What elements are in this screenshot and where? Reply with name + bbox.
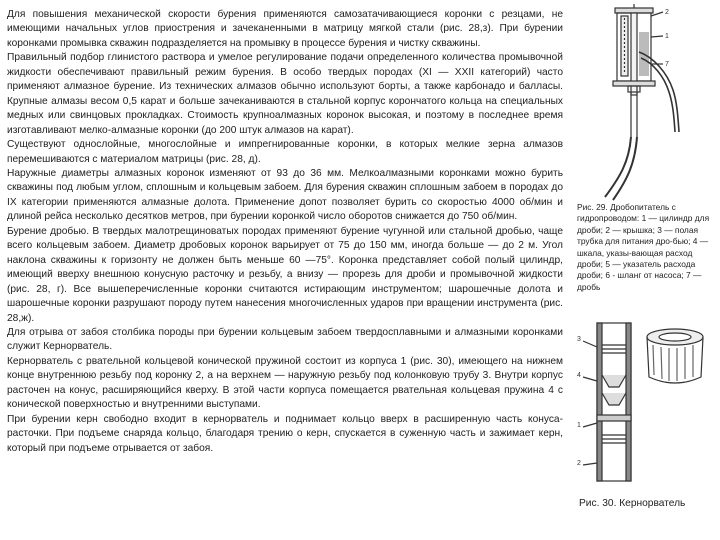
paragraph-self-sharpening-bits: Для повышения механической скорости бурения применяются самозатачивающиеся коронки с резцами, не имеющими начальных углов приострения и зачеканенными в матрицу мягкой стали (рис. 28,з). При бурении коронками промывка скважин подразделяется на промывку в процессе бурения и чистку скважины. [7, 9, 563, 49]
svg-text:2: 2 [577, 460, 581, 467]
figure-30-caption: Рис. 30. Кернорватель [579, 498, 686, 509]
figure-30-core-lifter-drawing [575, 315, 715, 495]
svg-text:2: 2 [665, 9, 669, 16]
svg-text:4: 4 [577, 372, 581, 379]
paragraph-diamond-drilling: Правильный подбор глинистого раствора и умелое регулирование подачи определенного количества промывочной жидкости обеспечивают правильный режим бурения. В особо твердых породах (XI — XXII категорий) часто применяют алмазное бурение. Из технических алмазов обычно используют борты, а также карбонадо и балласы. Крупные алмазы весом 0,5 карат и больше зачеканиваются в стальной корпус корончатого кольца на специальных медных или свинцовых прокладках. Стоимость крупноалмазных коронок высокая, и поэтому в последнее время изготавливают мелко-алмазные коронки (до 200 штук алмазов на карат). [7, 52, 563, 136]
paragraph-core-lifter-intro: Для отрыва от забоя столбика породы при бурении кольцевым забоем твердосплавными и алмазными коронками служит Кернорватель. [7, 326, 563, 353]
paragraph-core-lifter-operation: При бурении керн свободно входит в кернорватель и поднимает кольцо вверх в расширенную часть конуса-расточки. При подъеме снаряда кольцо, благодаря трению о керн, спускается в суженную часть и зажимает керн, который при подъеме отрывается от забоя. [7, 413, 563, 454]
paragraph-bit-types: Существуют однослойные, многослойные и импрегнированные коронки, в которых мелкие зерна алмазов перемешиваются с материалом матрицы (рис. 28, д). [7, 139, 563, 165]
main-text-column [7, 8, 563, 456]
svg-text:1: 1 [665, 33, 669, 40]
svg-text:3: 3 [577, 336, 581, 343]
figure-29-caption: Рис. 29. Дробопитатель с гидропроводом: 1 — цилиндр для дроби; 2 — крышка; 3 — полая трубка для питания дро-бью; 4 — шкала, указы-вающая расход дроби; 5 — указатель расхода дроби; 6 - шланг от насоса; 7 — дробь [577, 202, 710, 292]
paragraph-shot-drilling: Бурение дробью. В твердых малотрещиноватых породах применяют бурение чугунной или стальной дробью, чаще всего кольцевым забоем. Диаметр дробовых коронок варьирует от 75 до 150 мм, иногда больше — до 2 м. Угол наклона скважины к горизонту не должен быть меньше 60 —75°. Коронка представляет собой полый цилиндр, имеющий вверху внешнюю конусную расточку и резьбу, а внизу — прорезь для дроби и промывочной жидкости (рис. 28, г). Все вышеперечисленные коронки считаются истирающим инструментом; шарошечные долота и шарошечные коронки разрушают породу путем нанесения многочисленных ударов при вращении инструмента (рис. 28,ж). [7, 225, 563, 324]
figure-29-shot-feeder-drawing [575, 2, 715, 202]
lid-shape [615, 8, 653, 13]
paragraph-core-lifter-design: Кернорватель с рвательной кольцевой конической пружиной состоит из корпуса 1 (рис. 30), имеющего на нижнем конце внутреннюю резьбу под коронку 2, а на верхнем — наружную резьбу под колонковую трубу 3. Внутри корпус расточен на конус, расширяющийся кверху. В этой части корпуса помещается рвательная кольцевая пружина 4 с конической поверхностью и внутренними выступами. [7, 355, 563, 411]
svg-text:7: 7 [665, 61, 669, 68]
paragraph-bit-diameters: Наружные диаметры алмазных коронок изменяют от 93 до 36 мм. Мелкоалмазными коронками можно бурить скважины под любым углом, сплошным и кольцевым забоем. Для бурения скважин сплошным забоем в породах до IX категории применяются алмазные долота. Применение допот позволяет бурить со скоростью 4000 об/мин и длиной рейса несколько десятков метров, при бурении коронкой число оборотов снижается до 750 об/мин. [7, 167, 563, 223]
svg-text:1: 1 [577, 422, 581, 429]
